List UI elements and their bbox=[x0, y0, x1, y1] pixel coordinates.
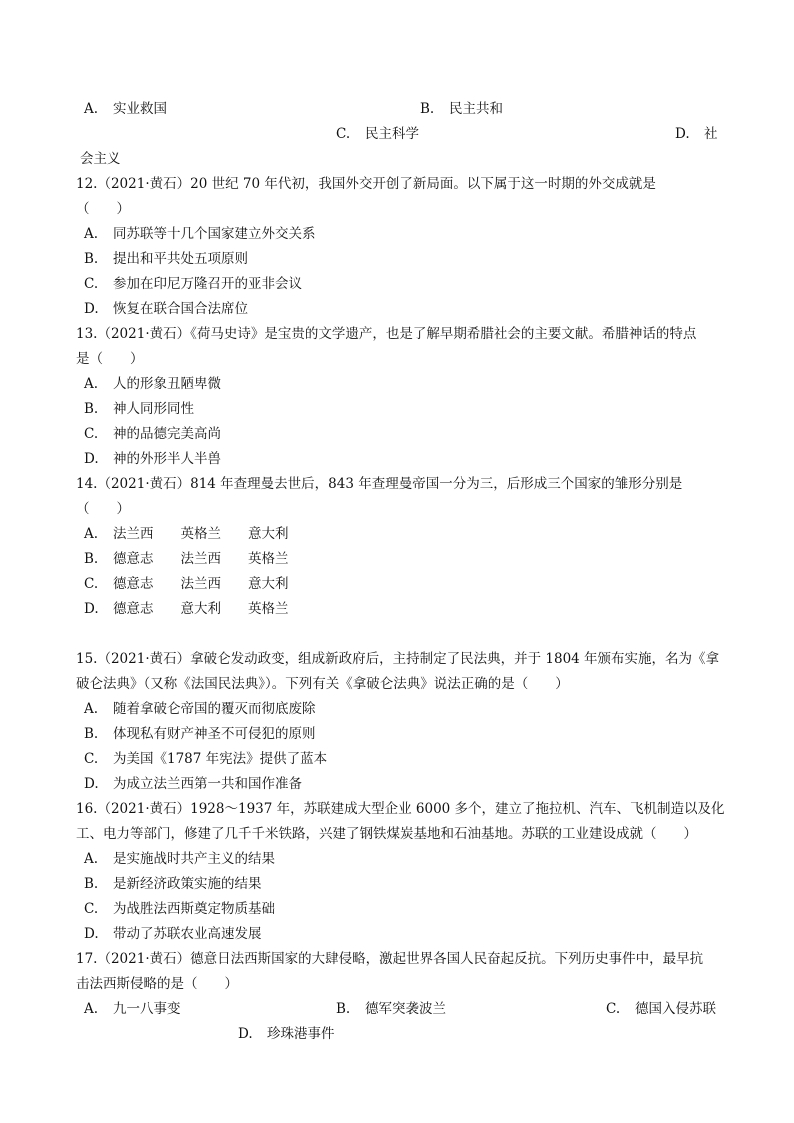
q16-stem: 16.（2021·黄石）1928～1937 年，苏联建成大型企业 6000 多个，建立了拖拉机、汽车、飞机制造以及化 bbox=[76, 801, 725, 817]
q17-option-c bbox=[606, 1000, 716, 1018]
option-text: 为美国《1787 年宪法》提供了蓝本 bbox=[113, 751, 328, 767]
q13-option-b bbox=[84, 400, 194, 418]
option-text: 同苏联等十几个国家建立外交关系 bbox=[113, 226, 316, 242]
q12-option-b bbox=[84, 250, 248, 268]
option-letter: B. bbox=[84, 251, 99, 267]
q11-option-d-wrap: 会主义 bbox=[80, 151, 121, 167]
q11-option-c bbox=[336, 125, 419, 143]
option-text: 参加在印尼万隆召开的亚非会议 bbox=[113, 276, 302, 292]
option-letter: B. bbox=[336, 1001, 351, 1017]
option-letter: A. bbox=[84, 226, 99, 242]
q12-option-a bbox=[84, 225, 316, 243]
option-letter: B. bbox=[84, 876, 99, 892]
option-text: 德意志 意大利 英格兰 bbox=[113, 601, 289, 617]
option-text: 体现私有财产神圣不可侵犯的原则 bbox=[113, 726, 316, 742]
q13-stem: 13.（2021·黄石）《荷马史诗》是宝贵的文学遗产，也是了解早期希腊社会的主要文献。希腊神话的特点 bbox=[76, 326, 697, 342]
q14-option-d bbox=[84, 600, 289, 618]
option-text: 带动了苏联农业高速发展 bbox=[113, 926, 262, 942]
q12-answer-blank: （ ） bbox=[76, 201, 130, 217]
q15-option-a bbox=[84, 700, 316, 718]
q12-option-c bbox=[84, 275, 302, 293]
option-text: 民主共和 bbox=[449, 101, 503, 117]
option-letter: A. bbox=[84, 851, 99, 867]
option-letter: B. bbox=[84, 401, 99, 417]
q14-option-a bbox=[84, 525, 289, 543]
option-letter: D. bbox=[238, 1026, 253, 1042]
option-text: 德军突袭波兰 bbox=[365, 1001, 446, 1017]
q14-option-b bbox=[84, 550, 289, 568]
option-text: 神人同形同性 bbox=[113, 401, 194, 417]
q15-option-c bbox=[84, 750, 327, 768]
option-text: 珍珠港事件 bbox=[267, 1026, 335, 1042]
option-letter: C. bbox=[84, 426, 99, 442]
q13-option-d bbox=[84, 450, 221, 468]
option-text: 为战胜法西斯奠定物质基础 bbox=[113, 901, 275, 917]
option-letter: D. bbox=[675, 126, 690, 142]
q13-option-a bbox=[84, 375, 221, 393]
option-letter: A. bbox=[84, 526, 99, 542]
option-letter: D. bbox=[84, 451, 99, 467]
option-letter: C. bbox=[84, 901, 99, 917]
q17-option-a bbox=[84, 1000, 181, 1018]
option-letter: A. bbox=[84, 1001, 99, 1017]
option-letter: B. bbox=[84, 551, 99, 567]
option-letter: C. bbox=[84, 576, 99, 592]
q11-option-a bbox=[84, 100, 167, 118]
option-letter: B. bbox=[420, 101, 435, 117]
q15-option-d bbox=[84, 775, 302, 793]
option-text: 九一八事变 bbox=[113, 1001, 181, 1017]
option-letter: C. bbox=[336, 126, 351, 142]
option-text: 实业救国 bbox=[113, 101, 167, 117]
option-text: 是实施战时共产主义的结果 bbox=[113, 851, 275, 867]
q17-stem-cont: 击法西斯侵略的是（ ） bbox=[76, 976, 238, 992]
q11-option-b bbox=[420, 100, 503, 118]
option-text: 人的形象丑陋卑微 bbox=[113, 376, 221, 392]
option-text: 是新经济政策实施的结果 bbox=[113, 876, 262, 892]
option-text: 德国入侵苏联 bbox=[635, 1001, 716, 1017]
q16-option-d bbox=[84, 925, 262, 943]
q16-stem-cont: 工、电力等部门，修建了几千千米铁路，兴建了钢铁煤炭基地和石油基地。苏联的工业建设成就（ ） bbox=[76, 826, 697, 842]
option-text: 随着拿破仑帝国的覆灭而彻底废除 bbox=[113, 701, 316, 717]
option-letter: C. bbox=[84, 276, 99, 292]
option-letter: A. bbox=[84, 376, 99, 392]
option-letter: D. bbox=[84, 926, 99, 942]
option-text: 提出和平共处五项原则 bbox=[113, 251, 248, 267]
q17-option-b bbox=[336, 1000, 446, 1018]
q14-answer-blank: （ ） bbox=[76, 501, 130, 517]
option-text: 神的外形半人半兽 bbox=[113, 451, 221, 467]
option-text: 法兰西 英格兰 意大利 bbox=[113, 526, 289, 542]
q15-stem-cont: 破仑法典》（又称《法国民法典》）。下列有关《拿破仑法典》说法正确的是（ ） bbox=[76, 676, 569, 692]
option-text: 恢复在联合国合法席位 bbox=[113, 301, 248, 317]
q17-stem: 17.（2021·黄石）德意日法西斯国家的大肆侵略，激起世界各国人民奋起反抗。下列历史事件中，最早抗 bbox=[76, 951, 704, 967]
q15-stem: 15.（2021·黄石）拿破仑发动政变，组成新政府后，主持制定了民法典，并于 1804 年颁布实施，名为《拿 bbox=[76, 651, 720, 667]
option-letter: D. bbox=[84, 601, 99, 617]
option-letter: B. bbox=[84, 726, 99, 742]
option-letter: A. bbox=[84, 701, 99, 717]
option-text: 德意志 法兰西 意大利 bbox=[113, 576, 289, 592]
q13-option-c bbox=[84, 425, 221, 443]
q11-option-d bbox=[675, 125, 718, 143]
option-text: 神的品德完美高尚 bbox=[113, 426, 221, 442]
option-text: 民主科学 bbox=[365, 126, 419, 142]
option-text: 为成立法兰西第一共和国作准备 bbox=[113, 776, 302, 792]
q16-option-a bbox=[84, 850, 275, 868]
q13-stem-cont: 是（ ） bbox=[76, 351, 144, 367]
q12-stem: 12.（2021·黄石）20 世纪 70 年代初，我国外交开创了新局面。以下属于这一时期的外交成就是 bbox=[76, 176, 656, 192]
q12-option-d bbox=[84, 300, 248, 318]
q15-option-b bbox=[84, 725, 316, 743]
option-letter: A. bbox=[84, 101, 99, 117]
q16-option-b bbox=[84, 875, 262, 893]
option-text: 德意志 法兰西 英格兰 bbox=[113, 551, 289, 567]
option-letter: C. bbox=[84, 751, 99, 767]
q17-option-d bbox=[238, 1025, 335, 1043]
option-letter: D. bbox=[84, 776, 99, 792]
q14-option-c bbox=[84, 575, 289, 593]
q14-stem: 14.（2021·黄石）814 年查理曼去世后，843 年查理曼帝国一分为三，后形成三个国家的雏形分别是 bbox=[76, 476, 683, 492]
q16-option-c bbox=[84, 900, 275, 918]
option-text: 社 bbox=[704, 126, 718, 142]
option-letter: C. bbox=[606, 1001, 621, 1017]
option-letter: D. bbox=[84, 301, 99, 317]
